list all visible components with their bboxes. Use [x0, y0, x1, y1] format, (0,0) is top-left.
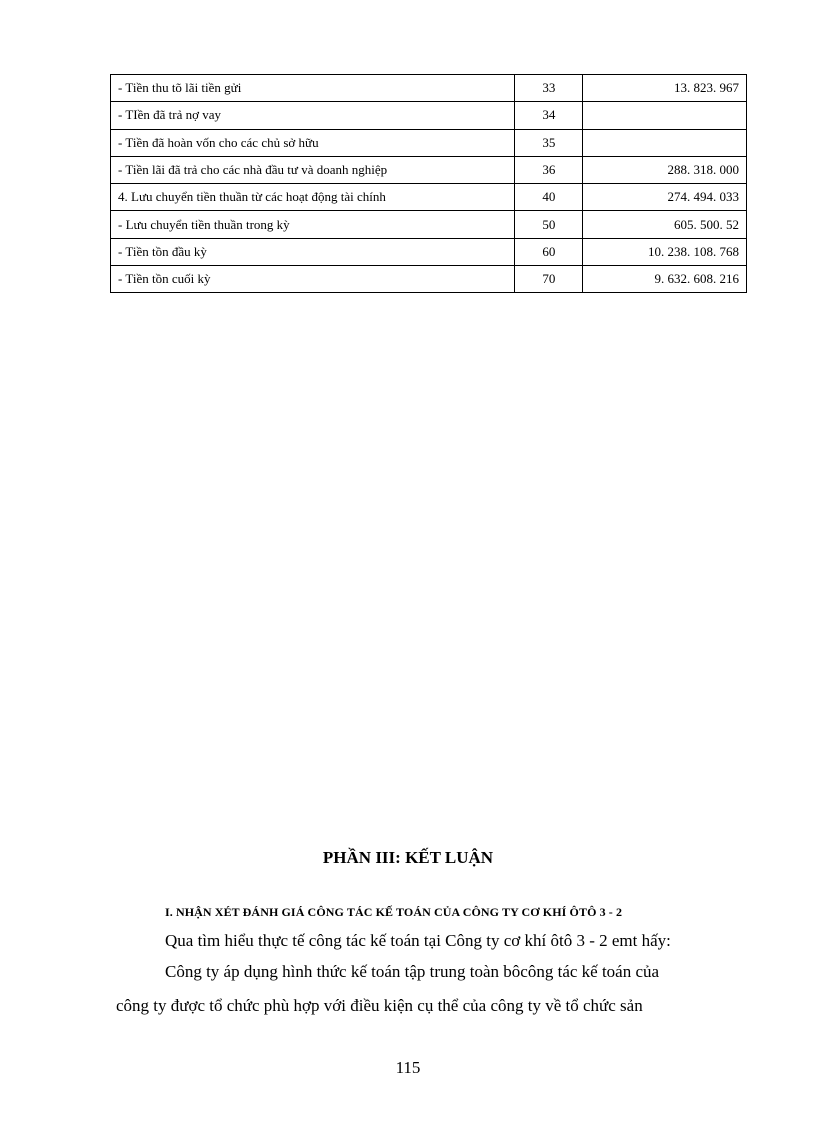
- row-amount: 274. 494. 033: [583, 184, 747, 211]
- table-row: [111, 184, 747, 211]
- row-code: 36: [515, 156, 583, 183]
- paragraph-line: Qua tìm hiểu thực tế công tác kế toán tại Công ty cơ khí ôtô 3 - 2 emt hấy:: [165, 931, 671, 950]
- table-row: [111, 238, 747, 265]
- row-code: 50: [515, 211, 583, 238]
- table-row: [111, 266, 747, 293]
- row-label: - Tiền tồn cuối kỳ: [111, 266, 515, 293]
- subsection-heading: I. NHẬN XÉT ĐÁNH GIÁ CÔNG TÁC KẾ TOÁN CỦA CÔNG TY CƠ KHÍ ÔTÔ 3 - 2: [165, 905, 623, 919]
- row-amount: 288. 318. 000: [583, 156, 747, 183]
- row-amount: 10. 238. 108. 768: [583, 238, 747, 265]
- row-label: - Tiền đã hoàn vốn cho các chủ sở hữu: [111, 129, 515, 156]
- row-code: 35: [515, 129, 583, 156]
- row-amount: [583, 129, 747, 156]
- row-code: 33: [515, 75, 583, 102]
- row-amount: 13. 823. 967: [583, 75, 747, 102]
- table-row: [111, 129, 747, 156]
- table-row: [111, 211, 747, 238]
- row-amount: 605. 500. 52: [583, 211, 747, 238]
- table-row: [111, 102, 747, 129]
- row-label: - Tiền tồn đầu kỳ: [111, 238, 515, 265]
- row-label: - Tiền thu tõ lãi tiền gửi: [111, 75, 515, 102]
- row-amount: 9. 632. 608. 216: [583, 266, 747, 293]
- row-code: 70: [515, 266, 583, 293]
- table-row: [111, 75, 747, 102]
- row-code: 34: [515, 102, 583, 129]
- row-amount: [583, 102, 747, 129]
- row-label: 4. Lưu chuyển tiền thuần từ các hoạt động tài chính: [111, 184, 515, 211]
- row-label: - Lưu chuyển tiền thuần trong kỳ: [111, 211, 515, 238]
- paragraph-line: công ty được tổ chức phù hợp với điều kiện cụ thể của công ty về tổ chức sản: [116, 996, 643, 1015]
- row-code: 60: [515, 238, 583, 265]
- row-label: - TIền đã trả nợ vay: [111, 102, 515, 129]
- cash-flow-table: [110, 74, 747, 293]
- paragraph-line: Công ty áp dụng hình thức kế toán tập trung toàn bôcông tác kế toán của: [165, 962, 660, 981]
- section-title: PHẦN III: KẾT LUẬN: [322, 848, 494, 867]
- table-row: [111, 156, 747, 183]
- page-number: 115: [395, 1058, 421, 1077]
- row-label: - Tiền lãi đã trả cho các nhà đầu tư và doanh nghiệp: [111, 156, 515, 183]
- row-code: 40: [515, 184, 583, 211]
